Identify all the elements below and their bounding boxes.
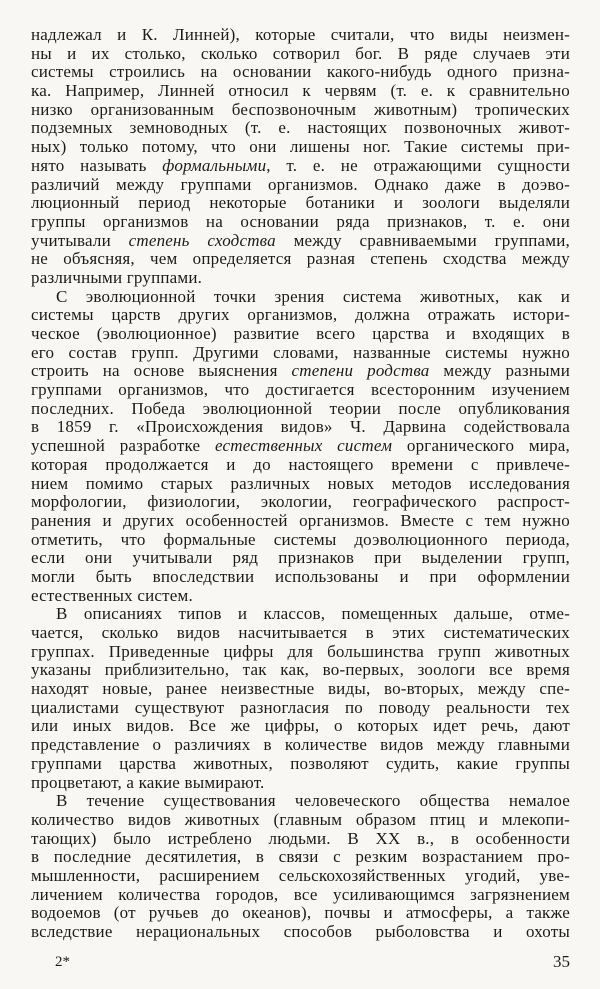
text-line: мышленности, расширением сельскохозяйственных угодий, уве- bbox=[31, 866, 570, 885]
text-line: процветают, а какие вымирают. bbox=[31, 773, 265, 792]
text-line: люционный период некоторые ботаники и зоологи выделяли bbox=[31, 194, 570, 213]
text-line: группы организмов на основании ряда признаков, т. е. они bbox=[31, 212, 570, 231]
signature-mark: 2* bbox=[55, 954, 70, 970]
text-line: ранения и других особенностей организмов. Вместе с тем нужно bbox=[31, 511, 570, 530]
text-line: отметить, что формальные системы доэволюционного периода, bbox=[31, 530, 570, 549]
text-line: низко организованным беспозвоночным животным) тропических bbox=[31, 100, 570, 119]
text-line: группами царства животных, позволяют судить, какие группы bbox=[31, 754, 570, 773]
paragraph bbox=[31, 26, 570, 288]
text-line: различными группами. bbox=[31, 268, 203, 287]
paragraph bbox=[31, 792, 570, 942]
text-line: В описаниях типов и классов, помещенных дальше, отме- bbox=[56, 605, 570, 624]
text-line: нием помимо старых различных новых методов исследования bbox=[31, 474, 570, 493]
text-line: естественных систем. bbox=[31, 586, 193, 605]
text-line: группах. Приведенные цифры для большинства групп животных bbox=[31, 642, 570, 661]
text-line: тающих) было истреблено людьми. В XX в., в особенности bbox=[31, 829, 570, 848]
page-number: 35 bbox=[553, 952, 570, 971]
text-line: личением количества городов, все усиливающимся загрязнением bbox=[31, 885, 570, 904]
text-line: его состав групп. Другими словами, названные системы нужно bbox=[31, 343, 570, 362]
text-line: ческое (эволюционное) развитие всего царства и входящих в bbox=[31, 325, 570, 343]
text-line: различий между группами организмов. Однако даже в доэво- bbox=[31, 175, 570, 194]
text-line: морфологии, физиологии, экологии, географического распрост- bbox=[31, 493, 570, 512]
text-line: надлежал и К. Линней), которые считали, что виды неизмен- bbox=[31, 26, 570, 44]
paragraph bbox=[31, 288, 570, 606]
text-line: учитывали степень сходства между сравниваемыми группами, bbox=[31, 231, 570, 250]
text-line: ны и их столько, сколько сотворил бог. В ряде случаев эти bbox=[31, 44, 570, 63]
text-line: представление о различиях в количестве видов между главными bbox=[31, 736, 570, 755]
text-line: указаны приблизительно, так как, во-первых, зоологи все время bbox=[31, 661, 570, 680]
text-line: С эволюционной точки зрения система животных, как и bbox=[56, 287, 570, 306]
text-line: В течение существования человеческого общества немалое bbox=[56, 792, 570, 811]
page-footer bbox=[31, 952, 570, 974]
text-line: могли быть впоследствии использованы и при оформлении bbox=[31, 567, 570, 586]
text-line: группами организмов, что достигается всесторонним изучением bbox=[31, 381, 570, 400]
page-text bbox=[31, 26, 570, 942]
text-line: вследствие нерациональных способов рыболовства и охоты bbox=[31, 923, 570, 941]
text-line: если они учитывали ряд признаков при выделении групп, bbox=[31, 549, 570, 568]
text-line: строить на основе выяснения степени родства между разными bbox=[31, 362, 570, 381]
text-line: системы строились на основании какого-нибудь одного призна- bbox=[31, 63, 570, 82]
text-line: или иных видов. Все же цифры, о которых идет речь, дают bbox=[31, 717, 570, 736]
text-line: чается, сколько видов насчитывается в этих систематических bbox=[31, 624, 570, 642]
text-line: нято называть формальными, т. е. не отражающими сущности bbox=[31, 156, 570, 175]
text-line: количество видов животных (главным образом птиц и млекопи- bbox=[31, 810, 570, 829]
text-line: которая продолжается и до настоящего времени с привлече- bbox=[31, 455, 570, 474]
text-line: в 1859 г. «Происхождения видов» Ч. Дарвина содействовала bbox=[31, 418, 570, 437]
text-line: успешной разработке естественных систем органического мира, bbox=[31, 437, 570, 456]
text-line: последних. Победа эволюционной теории после опубликования bbox=[31, 399, 570, 418]
text-line: не объясняя, чем определяется разная степень сходства между bbox=[31, 250, 570, 269]
text-line: в последние десятилетия, в связи с резким возрастанием про- bbox=[31, 848, 570, 867]
text-line: находят новые, ранее неизвестные виды, во-вторых, между спе- bbox=[31, 680, 570, 699]
text-line: циалистами существуют разногласия по поводу реальности тех bbox=[31, 698, 570, 717]
text-line: водоемов (от ручьев до океанов), почвы и атмосферы, а также bbox=[31, 904, 570, 923]
text-line: ка. Например, Линней относил к червям (т. е. к сравнительно bbox=[31, 82, 570, 101]
text-line: ных) только потому, что они лишены ног. Такие системы при- bbox=[31, 138, 570, 157]
text-line: подземных земноводных (т. е. настоящих позвоночных живот- bbox=[31, 119, 570, 138]
text-line: системы царств других организмов, должна отражать истори- bbox=[31, 306, 570, 325]
paragraph bbox=[31, 605, 570, 792]
